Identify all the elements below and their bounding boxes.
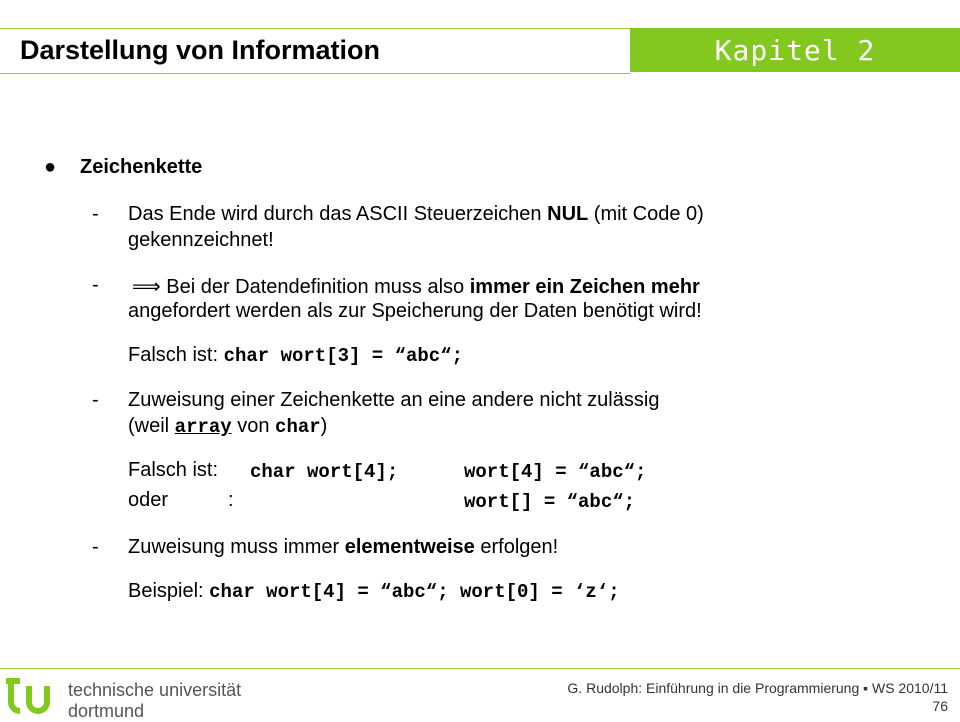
item1-line1 [128, 203, 704, 226]
item4-line1 [128, 536, 558, 559]
item2-text-a: Bei der Datendefinition muss also [160, 276, 470, 298]
item2-bold: immer ein Zeichen mehr [469, 276, 700, 298]
item3-colon: : [228, 489, 234, 511]
item3-close: ) [320, 415, 328, 437]
item3-char: char [275, 416, 321, 438]
chapter-label: Kapitel 2 [714, 34, 876, 67]
item3-code3: wort[] = “abc“; [464, 491, 636, 513]
footer-citation: G. Rudolph: Einführung in die Programmierung ▪ WS 2010/11 [567, 680, 948, 696]
item2-falsch [128, 344, 463, 367]
item3-von: von [231, 415, 276, 437]
item3-falsch-label: Falsch ist: [128, 459, 219, 481]
item1-text-b: (mit Code 0) [588, 203, 704, 225]
item2-line2: angefordert werden als zur Speicherung der Daten benötigt wird! [128, 300, 702, 322]
bullet-heading: Zeichenkette [80, 156, 203, 178]
slide-title: Darstellung von Information [20, 35, 381, 65]
item4-text-a: Zuweisung muss immer [128, 536, 345, 558]
item3-oder: oder [128, 489, 169, 511]
item1-text-a: Das Ende wird durch das ASCII Steuerzeichen [128, 203, 548, 225]
dash-4: - [92, 536, 99, 558]
item4-beispiel-code: char wort[4] = “abc“; wort[0] = ‘z‘; [209, 581, 620, 603]
dash-2: - [92, 274, 99, 296]
implies-icon: ⟹ [132, 276, 161, 298]
item3-code1: char wort[4]; [250, 461, 399, 483]
item3-weil: (weil [128, 415, 175, 437]
item4-beispiel-label: Beispiel: [128, 580, 210, 602]
item3-array: array [174, 416, 232, 438]
tu-logo-icon [2, 672, 64, 716]
item1-line2: gekennzeichnet! [128, 229, 274, 251]
item2-line1 [132, 274, 700, 299]
item3-line1: Zuweisung einer Zeichenkette an eine andere nicht zulässig [128, 389, 660, 411]
item2-falsch-code: char wort[3] = “abc“; [223, 345, 464, 367]
bullet-dot: ● [44, 156, 57, 178]
dash-3: - [92, 389, 99, 411]
item4-beispiel [128, 580, 620, 603]
item4-bold: elementweise [344, 536, 475, 558]
university-line2: dortmund [68, 701, 145, 721]
university-line1: technische universität [68, 680, 242, 700]
item4-text-b: erfolgen! [474, 536, 559, 558]
footer-divider [0, 668, 960, 669]
item3-line2 [128, 415, 327, 438]
page-number: 76 [932, 698, 948, 714]
dash-1: - [92, 203, 99, 225]
university-name [68, 680, 241, 722]
item3-code2: wort[4] = “abc“; [464, 461, 647, 483]
item2-falsch-label: Falsch ist: [128, 344, 224, 366]
item1-nul: NUL [547, 203, 589, 225]
